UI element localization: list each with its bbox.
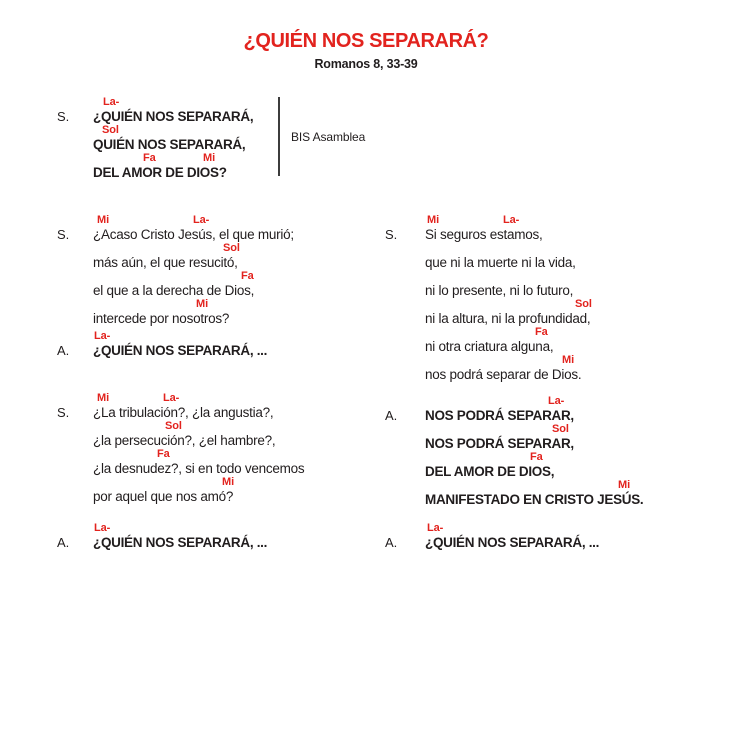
chord-row (93, 392, 304, 406)
chord-sol: Sol (575, 298, 592, 310)
lyric-lines (93, 214, 294, 326)
lyric-text: el que a la derecha de Dios, (93, 283, 255, 298)
lyric-lines (93, 522, 267, 550)
chord-mi: Mi (618, 479, 631, 491)
chord-row (425, 522, 599, 536)
song-line (93, 420, 304, 448)
chord-row (93, 96, 253, 110)
song-line (93, 152, 253, 180)
song-line (93, 96, 253, 124)
stanza-assembly-refrain-3 (385, 522, 599, 550)
stanza-verse-2 (57, 392, 304, 504)
lyric-text: nos podrá separar de Dios. (425, 367, 582, 382)
speaker-label: A. (385, 408, 398, 423)
chord-sol: Sol (165, 420, 182, 432)
chord-row (425, 451, 643, 465)
lyric-text: DEL AMOR DE DIOS, (425, 464, 555, 479)
chord-fa: Fa (241, 270, 254, 282)
song-line (93, 242, 294, 270)
chord-la: La- (427, 522, 444, 534)
lyric-lines (93, 330, 267, 358)
stanza-assembly-refrain-1 (57, 330, 267, 358)
chord-sol: Sol (102, 124, 119, 136)
chord-row (425, 298, 590, 312)
lyric-lines (93, 392, 304, 504)
chord-mi: Mi (427, 214, 440, 226)
lyric-text: ¿la persecución?, ¿el hambre?, (93, 433, 276, 448)
chord-sol: Sol (552, 423, 569, 435)
lyric-text: ni la altura, ni la profundidad, (425, 311, 591, 326)
chord-row (425, 270, 590, 284)
song-line (93, 448, 304, 476)
lyric-text: NOS PODRÁ SEPARAR, (425, 436, 574, 451)
chord-la: La- (548, 395, 565, 407)
song-header (0, 31, 732, 71)
song-line (93, 330, 267, 358)
song-line (425, 242, 590, 270)
chord-mi: Mi (222, 476, 235, 488)
chord-row (425, 326, 590, 340)
chord-fa: Fa (143, 152, 156, 164)
lyric-text: ¿La tribulación?, ¿la angustia?, (93, 405, 274, 420)
chord-row (425, 242, 590, 256)
speaker-label: S. (57, 405, 70, 420)
song-line (425, 326, 590, 354)
chord-la: La- (193, 214, 210, 226)
chord-mi: Mi (562, 354, 575, 366)
chord-row (93, 330, 267, 344)
lyric-text: DEL AMOR DE DIOS? (93, 165, 227, 180)
song-line (93, 298, 294, 326)
chord-row (425, 479, 643, 493)
chord-la: La- (103, 96, 120, 108)
song-line (93, 214, 294, 242)
chord-row (425, 395, 643, 409)
bis-label: BIS Asamblea (291, 130, 366, 144)
lyric-text: ¿Acaso Cristo Jesús, el que murió; (93, 227, 294, 242)
chord-row (93, 124, 253, 138)
song-line (425, 522, 599, 550)
chord-row (93, 522, 267, 536)
song-title: ¿QUIÉN NOS SEPARARÁ? (243, 30, 489, 52)
lyric-text: ¿la desnudez?, si en todo vencemos (93, 461, 305, 476)
chord-fa: Fa (157, 448, 170, 460)
song-line (93, 522, 267, 550)
speaker-label: A. (385, 535, 398, 550)
song-line (425, 423, 643, 451)
chord-row (93, 214, 294, 228)
lyric-lines (425, 395, 643, 507)
lyric-text: ni otra criatura alguna, (425, 339, 554, 354)
song-line (425, 354, 590, 382)
chord-la: La- (94, 522, 111, 534)
stanza-refrain-soloist (57, 96, 253, 180)
chord-row (425, 214, 590, 228)
song-line (425, 298, 590, 326)
lyric-text: ni lo presente, ni lo futuro, (425, 283, 574, 298)
lyric-text: más aún, el que resucitó, (93, 255, 238, 270)
chord-sol: Sol (223, 242, 240, 254)
lyric-lines (93, 96, 253, 180)
chord-mi: Mi (97, 214, 110, 226)
lyric-lines (425, 214, 590, 382)
chord-row (93, 448, 304, 462)
lyric-text: ¿QUIÉN NOS SEPARARÁ, ... (425, 535, 600, 550)
speaker-label: S. (57, 227, 70, 242)
chord-la: La- (94, 330, 111, 342)
speaker-label: S. (57, 109, 70, 124)
chord-row (93, 420, 304, 434)
chord-fa: Fa (530, 451, 543, 463)
lyric-text: ¿QUIÉN NOS SEPARARÁ, ... (93, 535, 268, 550)
stanza-assembly-refrain-2 (57, 522, 267, 550)
song-line (93, 476, 304, 504)
lyric-text: QUIÉN NOS SEPARARÁ, (93, 137, 246, 152)
chord-row (93, 270, 294, 284)
chord-row (93, 476, 304, 490)
speaker-label: S. (385, 227, 398, 242)
chord-row (93, 298, 294, 312)
chord-la: La- (503, 214, 520, 226)
lyric-text: ¿QUIÉN NOS SEPARARÁ, ... (93, 343, 268, 358)
lyric-text: que ni la muerte ni la vida, (425, 255, 576, 270)
chord-row (425, 423, 643, 437)
chord-fa: Fa (535, 326, 548, 338)
chord-la: La- (163, 392, 180, 404)
chord-mi: Mi (203, 152, 216, 164)
song-line (425, 451, 643, 479)
stanza-assembly-response (385, 395, 643, 507)
chord-mi: Mi (196, 298, 209, 310)
chord-row (425, 354, 590, 368)
lyric-text: intercede por nosotros? (93, 311, 230, 326)
stanza-verse-3 (385, 214, 590, 382)
lyric-text: MANIFESTADO EN CRISTO JESÚS. (425, 492, 644, 507)
bis-bracket-line (278, 97, 280, 176)
speaker-label: A. (57, 535, 70, 550)
speaker-label: A. (57, 343, 70, 358)
lyric-lines (425, 522, 599, 550)
song-line (93, 392, 304, 420)
lyric-text: Si seguros estamos, (425, 227, 543, 242)
song-line (425, 479, 643, 507)
lyric-text: NOS PODRÁ SEPARAR, (425, 408, 574, 423)
song-subtitle: Romanos 8, 33-39 (314, 57, 418, 71)
song-line (93, 124, 253, 152)
stanza-verse-1 (57, 214, 294, 326)
chord-row (93, 242, 294, 256)
song-line (425, 214, 590, 242)
lyric-text: ¿QUIÉN NOS SEPARARÁ, (93, 109, 254, 124)
song-line (425, 395, 643, 423)
song-line (93, 270, 294, 298)
chord-row (93, 152, 253, 166)
chord-mi: Mi (97, 392, 110, 404)
lyric-text: por aquel que nos amó? (93, 489, 234, 504)
song-line (425, 270, 590, 298)
